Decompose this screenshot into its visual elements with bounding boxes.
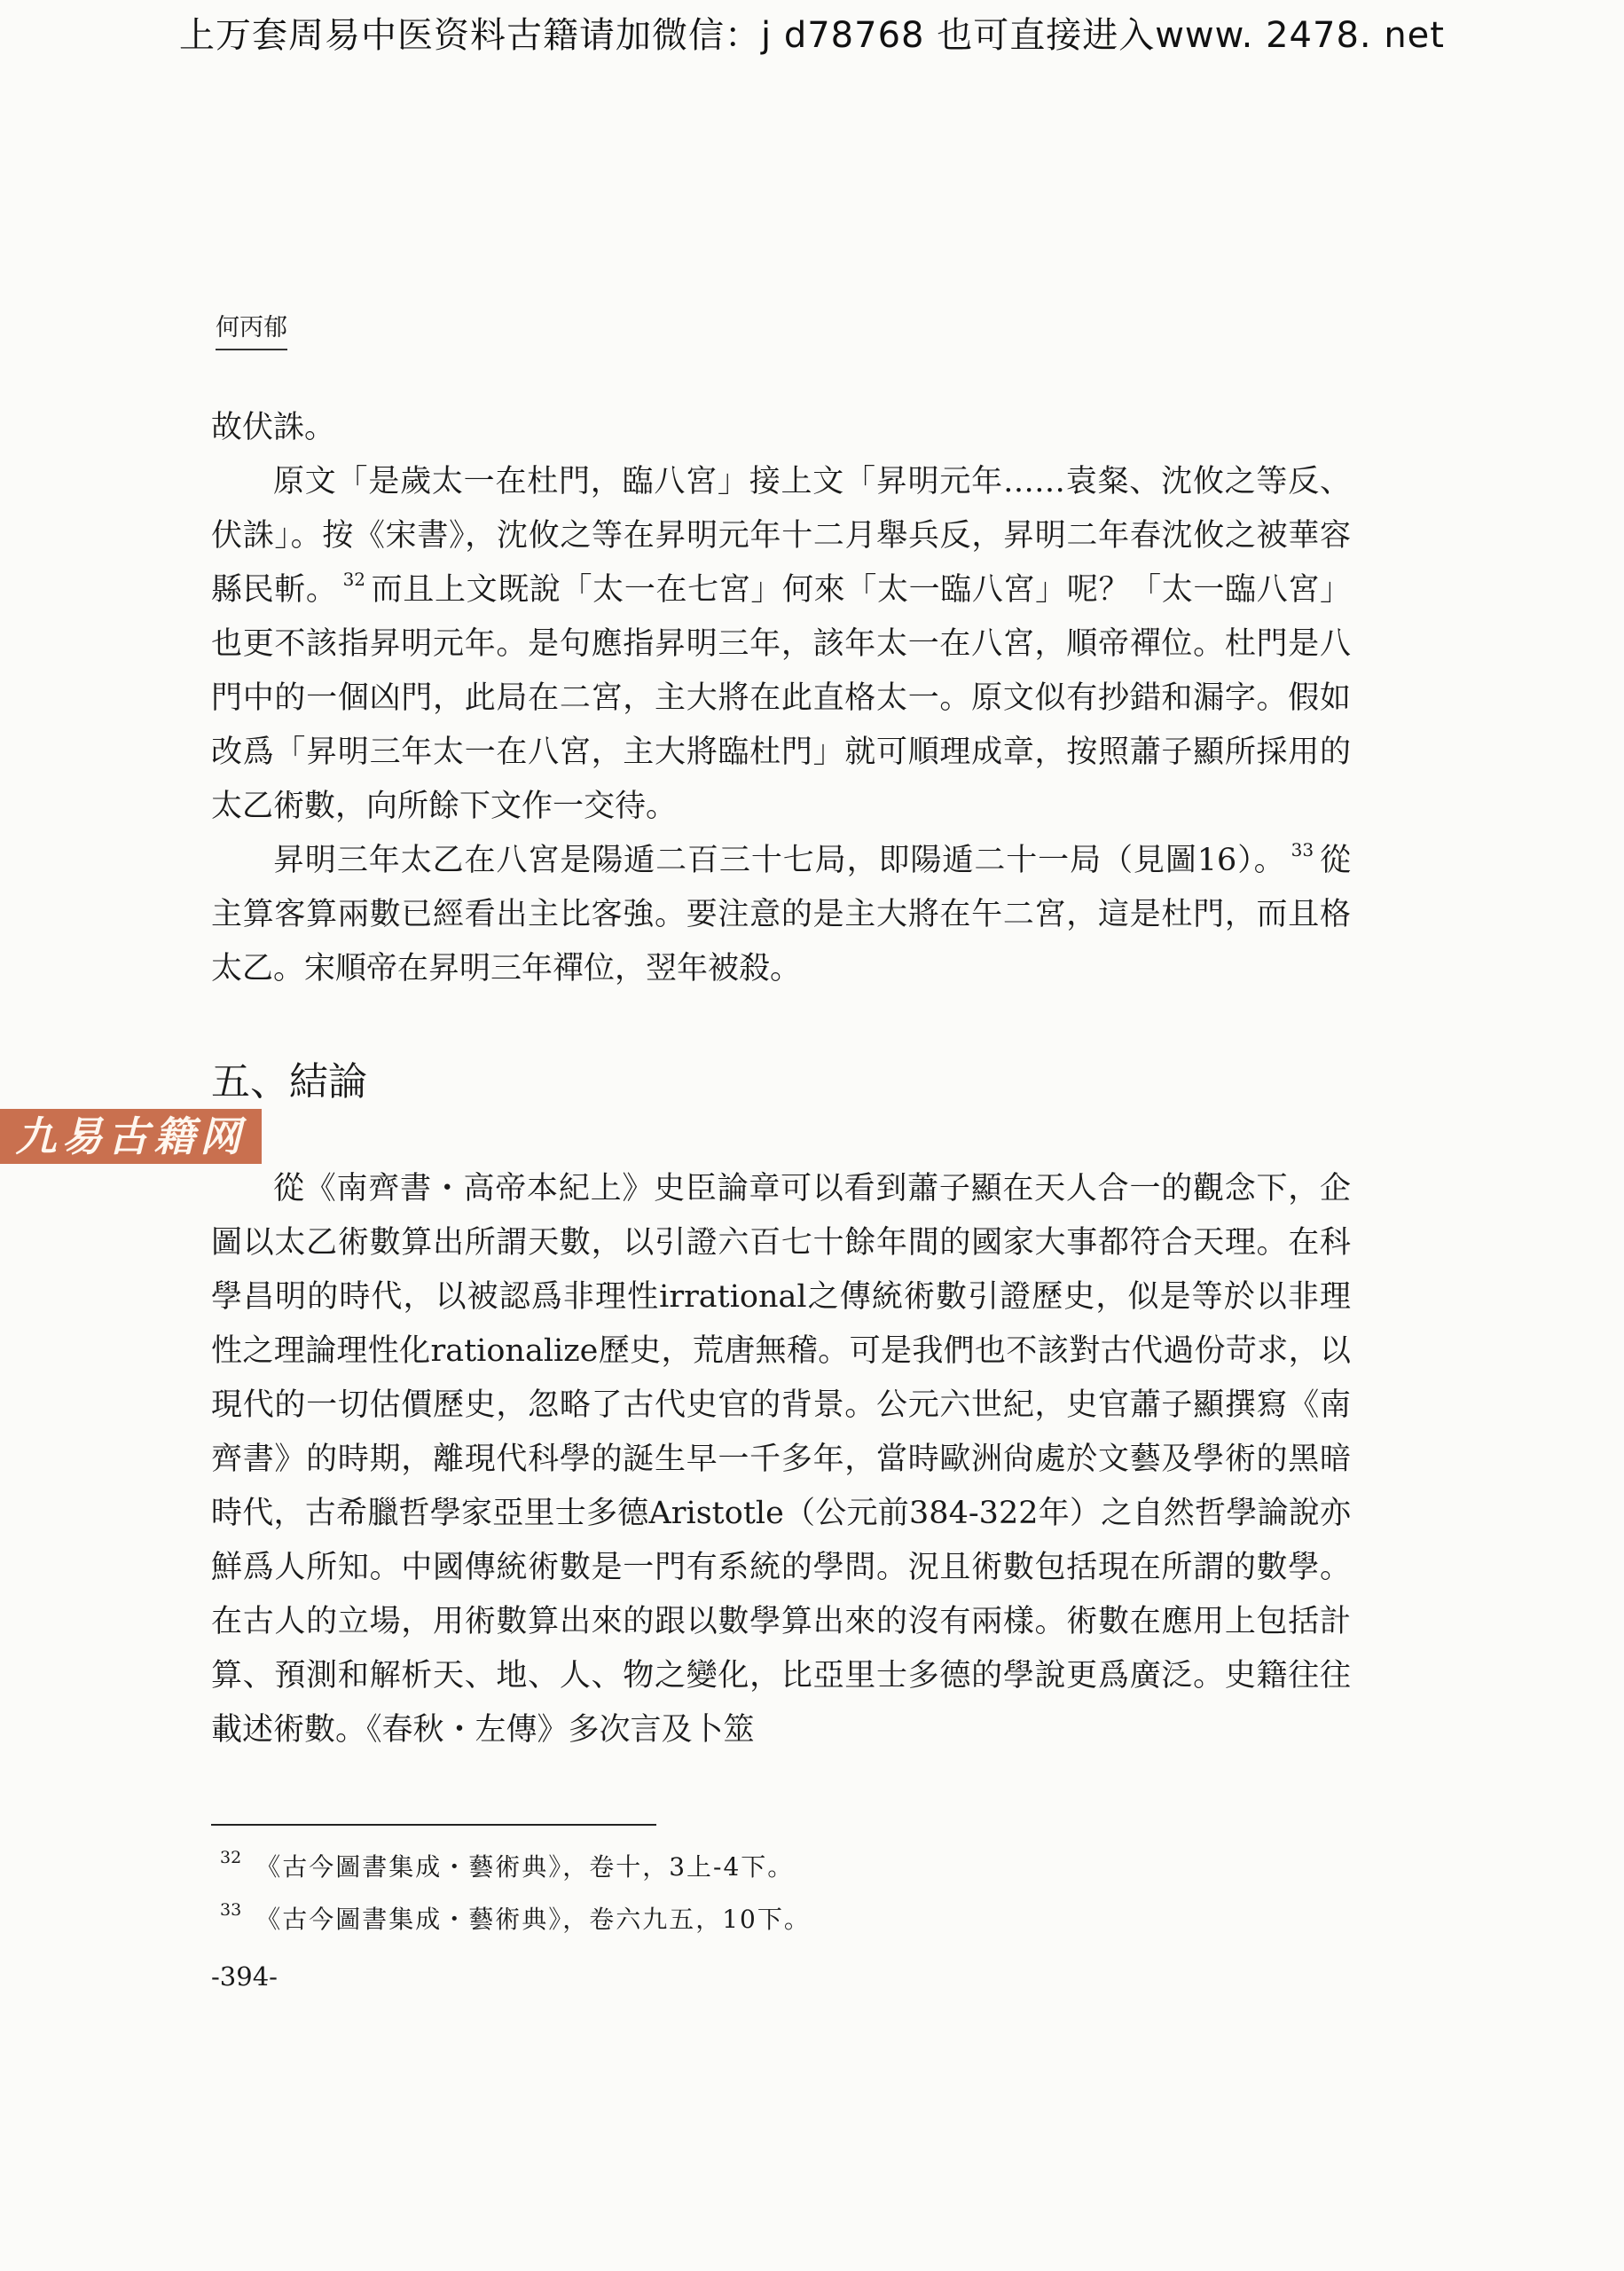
paragraph-yuanwen-part2: 而且上文既說「太一在七宮」何來「太一臨八宮」呢？「太一臨八宮」也更不該指昇明元年。是句應指昇明三年，該年太一在八宮，順帝禪位。杜門是八門中的一個凶門，此局在二宮，主大將在此直格太一。原文似有抄錯和漏字。假如改爲「昇明三年太一在八宮，主大將臨杜門」就可順理成章，按照蕭子顯所採用的太乙術數，向所餘下文作一交待。 xyxy=(211,572,1351,824)
footnotes xyxy=(220,1836,1284,1941)
body-text-conclusion xyxy=(211,1162,1351,1757)
body-text-top xyxy=(211,401,1351,996)
running-head-author: 何丙郁 xyxy=(216,312,287,350)
paragraph-shengming-part1: 昇明三年太乙在八宮是陽遁二百三十七局，即陽遁二十一局（見圖16）。 xyxy=(273,843,1286,878)
footnote-32-text: 《古今圖書集成・藝術典》，卷十，3上-4下。 xyxy=(255,1852,795,1882)
footnote-ref-33: 33 xyxy=(1291,839,1314,860)
paragraph-yuanwen-part1: 原文「是歲太一在杜門，臨八宮」接上文「昇明元年……袁粲、沈攸之等反、伏誅」。按《宋書》，沈攸之等在昇明元年十二月舉兵反，昇明二年春沈攸之被華容縣民斬。 xyxy=(211,464,1351,608)
footnote-33 xyxy=(220,1889,1284,1941)
paragraph-shengming xyxy=(211,834,1351,996)
footnote-33-number: 33 xyxy=(220,1900,242,1920)
watermark-seal: 九易古籍网 xyxy=(0,1109,262,1164)
watermark-banner: 上万套周易中医资料古籍请加微信：j d78768 也可直接进入www. 2478. net xyxy=(179,15,1445,56)
footnote-32-number: 32 xyxy=(220,1848,242,1867)
paragraph-fuzhu: 故伏誅。 xyxy=(211,410,336,445)
paragraph-conclusion: 從《南齊書・高帝本紀上》史臣論章可以看到蕭子顯在天人合一的觀念下，企圖以太乙術數算出所謂天數，以引證六百七十餘年間的國家大事都符合天理。在科學昌明的時代，以被認爲非理性irrational之傳統術數引證歷史，似是等於以非理性之理論理性化rationalize歷史，荒唐無稽。可是我們也不該對古代過份苛求，以現代的一切估價歷史，忽略了古代史官的背景。公元六世紀，史官蕭子顯撰寫《南齊書》的時期，離現代科學的誕生早一千多年，當時歐洲尙處於文藝及學術的黑暗時代，古希臘哲學家亞里士多德Aristotle（公元前384-322年）之自然哲學論說亦鮮爲人所知。中國傳統術數是一門有系統的學問。況且術數包括現在所謂的數學。在古人的立場，用術數算出來的跟以數學算出來的沒有兩樣。術數在應用上包括計算、預測和解析天、地、人、物之變化，比亞里士多德的學說更爲廣泛。史籍往往載述術數。《春秋・左傳》多次言及卜筮 xyxy=(211,1171,1351,1748)
paragraph-shengming-part2: 從主算客算兩數已經看出主比客強。要注意的是主大將在午二宮，這是杜門，而且格太乙。宋順帝在昇明三年禪位，翌年被殺。 xyxy=(211,843,1351,986)
footnote-divider xyxy=(211,1824,656,1826)
page-number: -394- xyxy=(211,1961,278,1992)
section-heading-conclusion: 五、結論 xyxy=(211,1059,367,1104)
paragraph-yuanwen xyxy=(211,455,1351,834)
footnote-33-text: 《古今圖書集成・藝術典》，卷六九五，10下。 xyxy=(255,1905,811,1934)
footnote-ref-32: 32 xyxy=(342,569,366,590)
footnote-32 xyxy=(220,1836,1284,1889)
